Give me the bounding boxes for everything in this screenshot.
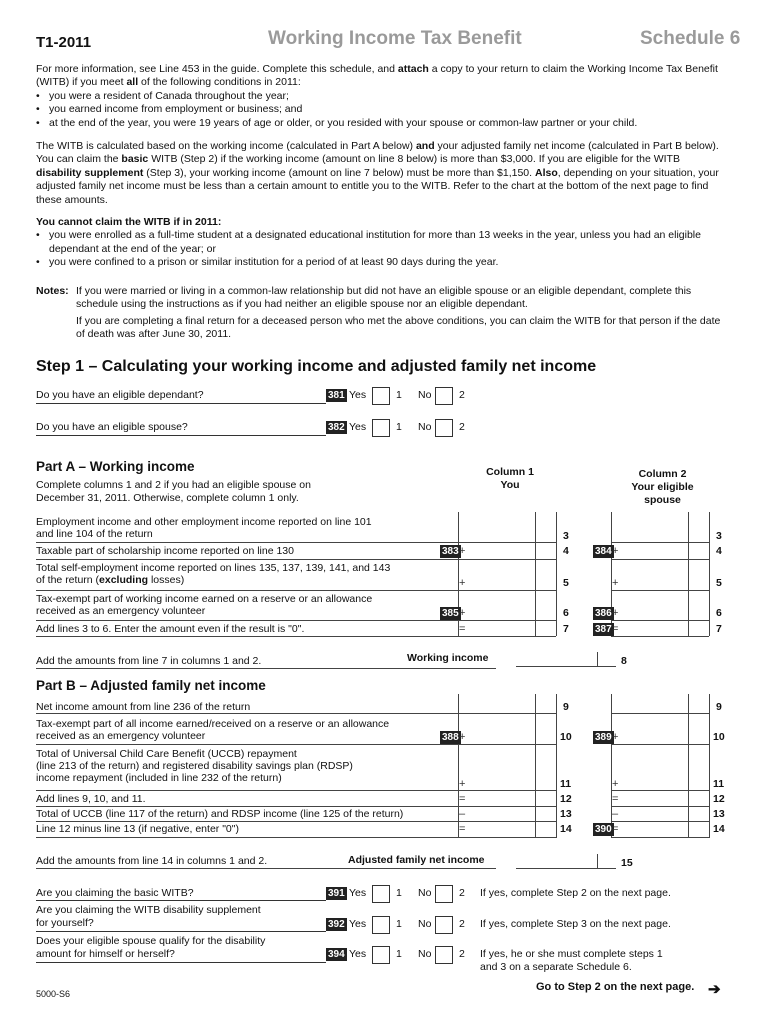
step1-title: Step 1 – Calculating your working income and adjusted family net income <box>36 358 597 375</box>
dependant-no-checkbox[interactable] <box>435 387 453 405</box>
line9-label: Net income amount from line 236 of the return <box>36 701 251 713</box>
line-number: 4 <box>563 545 569 557</box>
plus-sign: + <box>612 577 619 589</box>
line-number: 5 <box>563 577 569 589</box>
divider <box>36 403 326 404</box>
divider <box>36 868 496 869</box>
cannot-claim-section <box>36 216 726 270</box>
divider <box>611 559 709 560</box>
calculation-paragraph: The WITB is calculated based on the working income (calculated in Part A below) and your adjusted family net income (calculated in Part B below). You can claim the basic WITB (Step 2) if the working income (amount on line 8 below) is more than $3,000. If you are eligible for the WITB disability supplement (Step 3), your working income (amount on line 7 below) must be more than $1,150. Also, depending on your situation, your adjusted family net income must be less than a certain amount to entitle you to the WITB. Refer to the chart at the bottom of the next page to find these amounts. <box>36 140 719 206</box>
question-disability-supplement: Are you claiming the WITB disability supplement for yourself? <box>36 904 261 929</box>
col1-right-border <box>556 512 557 636</box>
line6-label: Tax-exempt part of working income earned on a reserve or an allowance received as an emergency volunteer <box>36 593 373 617</box>
line-number: 5 <box>716 577 722 589</box>
note-1: If you were married or living in a common-law relationship but did not have an eligible spouse or an eligible dependant, complete this schedule using the instructions as if you had neither an eligible spouse nor an eligible dependant. <box>76 285 692 311</box>
equals-sign: = <box>612 823 619 835</box>
code-381: 381 <box>328 390 345 401</box>
line5-label: Total self-employment income reported on lines 135, 137, 139, 141, and 143 of the return (excluding losses) <box>36 562 391 586</box>
question-spouse-disability: Does your eligible spouse qualify for the disability amount for himself or herself? <box>36 935 266 960</box>
line-number: 15 <box>621 857 633 869</box>
plus-sign: + <box>612 778 619 790</box>
line-number: 9 <box>563 701 569 713</box>
value-label: 1 <box>396 918 402 930</box>
value-label: 2 <box>459 918 465 930</box>
divider <box>611 790 709 791</box>
line-number: 3 <box>563 530 569 542</box>
value-label: 2 <box>459 887 465 899</box>
line-number: 6 <box>716 607 722 619</box>
code-392: 392 <box>328 919 345 930</box>
line7-label: Add lines 3 to 6. Enter the amount even if the result is "0". <box>36 623 305 635</box>
line-number: 4 <box>716 545 722 557</box>
question-spouse: Do you have an eligible spouse? <box>36 421 188 433</box>
line-number: 13 <box>713 808 725 820</box>
spouse-disability-instruction: If yes, he or she must complete steps 1 and 3 on a separate Schedule 6. <box>480 948 663 973</box>
equals-sign: = <box>612 623 619 635</box>
notes-section <box>36 285 726 342</box>
value-label: 1 <box>396 421 402 433</box>
line-number: 10 <box>713 731 725 743</box>
value-label: 2 <box>459 948 465 960</box>
divider <box>611 542 709 543</box>
minus-sign: – <box>459 808 466 820</box>
line-number: 14 <box>713 823 725 835</box>
line8-label: Add the amounts from line 7 in columns 1 and 2. <box>36 655 262 667</box>
divider <box>36 744 556 745</box>
line15-label: Add the amounts from line 14 in columns 1 and 2. <box>36 855 268 867</box>
code-389: 389 <box>595 732 612 743</box>
no-label: No <box>418 918 432 930</box>
column1-header: Column 1 You <box>486 466 534 491</box>
spouse-yes-checkbox[interactable] <box>372 419 390 437</box>
col2-cents-divider <box>688 512 689 636</box>
no-label: No <box>418 948 432 960</box>
divider <box>611 744 709 745</box>
cents-divider <box>597 854 598 868</box>
divider <box>36 790 556 791</box>
code-391: 391 <box>328 888 345 899</box>
form-code: 5000-S6 <box>36 989 71 999</box>
line-number: 14 <box>560 823 572 835</box>
plus-sign: + <box>459 607 466 619</box>
basic-witb-no-checkbox[interactable] <box>435 885 453 903</box>
divider <box>36 806 556 807</box>
disability-yes-checkbox[interactable] <box>372 916 390 934</box>
line-number: 12 <box>560 793 572 805</box>
disability-instruction: If yes, complete Step 3 on the next page. <box>480 918 671 930</box>
notes-label: Notes: <box>36 285 69 297</box>
dependant-yes-checkbox[interactable] <box>372 387 390 405</box>
line-number: 8 <box>621 655 627 667</box>
divider <box>36 620 556 621</box>
plus-sign: + <box>459 577 466 589</box>
part-b-title: Part B – Adjusted family net income <box>36 678 266 693</box>
no-label: No <box>418 887 432 899</box>
line-number: 3 <box>716 530 722 542</box>
divider <box>611 837 709 838</box>
cents-divider <box>597 652 598 666</box>
line-number: 11 <box>713 778 725 790</box>
divider <box>36 590 556 591</box>
cannot-bullet: • you were confined to a prison or similar institution for a period of at least 90 days during the year. <box>36 256 726 269</box>
line-number: 9 <box>716 701 722 713</box>
question-basic-witb: Are you claiming the basic WITB? <box>36 887 194 899</box>
spouse-disability-no-checkbox[interactable] <box>435 946 453 964</box>
code-394: 394 <box>328 949 345 960</box>
value-label: 1 <box>396 887 402 899</box>
spouse-disability-yes-checkbox[interactable] <box>372 946 390 964</box>
part-a-description: Complete columns 1 and 2 if you had an eligible spouse on December 31, 2011. Otherwise, complete column 1 only. <box>36 479 311 504</box>
equals-sign: = <box>459 823 466 835</box>
working-income-field[interactable] <box>516 666 616 667</box>
yes-label: Yes <box>349 948 367 960</box>
value-label: 2 <box>459 389 465 401</box>
line3-label: Employment income and other employment income reported on line 101 and line 104 of the return <box>36 516 372 540</box>
divider <box>36 931 326 932</box>
divider <box>611 620 709 621</box>
code-386: 386 <box>595 608 612 619</box>
page-title: Working Income Tax Benefit <box>268 28 522 49</box>
arrow-right-icon: ➔ <box>708 981 721 998</box>
line13-label: Total of UCCB (line 117 of the return) and RDSP income (line 125 of the return) <box>36 808 404 820</box>
spouse-no-checkbox[interactable] <box>435 419 453 437</box>
col1-cents-divider <box>535 512 536 636</box>
value-label: 1 <box>396 948 402 960</box>
disability-no-checkbox[interactable] <box>435 916 453 934</box>
condition-bullet: • you earned income from employment or business; and <box>36 103 726 116</box>
line11-label: Total of Universal Child Care Benefit (UCCB) repayment (line 213 of the return) and registered disability savings plan (RDSP) income repayment (included in line 232 of the return) <box>36 748 353 784</box>
yes-label: Yes <box>349 918 367 930</box>
divider <box>611 636 709 637</box>
no-label: No <box>418 389 432 401</box>
note-2: If you are completing a final return for a deceased person who met the above conditions, you can claim the WITB for that person if the date of death was after June 30, 2011. <box>76 314 721 341</box>
divider <box>36 713 556 714</box>
column2-header: Column 2 Your eligible spouse <box>631 468 694 506</box>
condition-bullet: • you were a resident of Canada throughout the year; <box>36 90 726 103</box>
yes-label: Yes <box>349 421 367 433</box>
plus-sign: + <box>459 778 466 790</box>
plus-sign: + <box>612 607 619 619</box>
equals-sign: = <box>459 793 466 805</box>
no-label: No <box>418 421 432 433</box>
value-label: 2 <box>459 421 465 433</box>
divider <box>36 542 556 543</box>
divider <box>611 821 709 822</box>
value-label: 1 <box>396 389 402 401</box>
col2-right-border <box>709 512 710 636</box>
working-income-label: Working income <box>407 652 489 664</box>
divider <box>36 668 496 669</box>
line-number: 12 <box>713 793 725 805</box>
line4-label: Taxable part of scholarship income reported on line 130 <box>36 545 294 557</box>
divider <box>36 435 326 436</box>
col2-right-border <box>709 694 710 838</box>
code-383: 383 <box>442 546 459 557</box>
line12-label: Add lines 9, 10, and 11. <box>36 793 146 805</box>
col2-cents-divider <box>688 694 689 838</box>
condition-bullet: • at the end of the year, you were 19 years of age or older, or you resided with your spouse or common-law partner or your child. <box>36 117 726 130</box>
intro-text <box>36 63 726 130</box>
divider <box>36 962 326 963</box>
plus-sign: + <box>612 545 619 557</box>
adjusted-income-field[interactable] <box>516 868 616 869</box>
schedule-label: Schedule 6 <box>640 28 741 49</box>
adjusted-income-label: Adjusted family net income <box>348 854 485 866</box>
basic-witb-instruction: If yes, complete Step 2 on the next page. <box>480 887 671 899</box>
yes-label: Yes <box>349 887 367 899</box>
divider <box>611 806 709 807</box>
go-to-step2: Go to Step 2 on the next page. <box>536 981 695 993</box>
basic-witb-yes-checkbox[interactable] <box>372 885 390 903</box>
code-385: 385 <box>442 608 459 619</box>
divider <box>36 837 556 838</box>
divider <box>36 821 556 822</box>
divider <box>611 590 709 591</box>
line-number: 13 <box>560 808 572 820</box>
intro-paragraph: For more information, see Line 453 in the guide. Complete this schedule, and attach a copy to your return to claim the Working Income Tax Benefit (WITB) if you meet all of the following conditions in 2011: <box>36 63 718 89</box>
yes-label: Yes <box>349 389 367 401</box>
col1-right-border <box>556 694 557 838</box>
minus-sign: – <box>612 808 619 820</box>
equals-sign: = <box>459 623 466 635</box>
part-a-title: Part A – Working income <box>36 459 195 474</box>
divider <box>36 559 556 560</box>
line14-label: Line 12 minus line 13 (if negative, enter "0") <box>36 823 239 835</box>
divider <box>36 900 326 901</box>
col1-cents-divider <box>535 694 536 838</box>
code-382: 382 <box>328 422 345 433</box>
line-number: 11 <box>560 778 572 790</box>
plus-sign: + <box>459 731 466 743</box>
form-id: T1-2011 <box>36 34 92 51</box>
line-number: 7 <box>716 623 722 635</box>
question-dependant: Do you have an eligible dependant? <box>36 389 204 401</box>
plus-sign: + <box>459 545 466 557</box>
line-number: 7 <box>563 623 569 635</box>
line-number: 6 <box>563 607 569 619</box>
equals-sign: = <box>612 793 619 805</box>
cannot-claim-heading: You cannot claim the WITB if in 2011: <box>36 216 222 228</box>
code-390: 390 <box>595 824 612 835</box>
line-number: 10 <box>560 731 572 743</box>
divider <box>36 636 556 637</box>
line10-label: Tax-exempt part of all income earned/received on a reserve or an allowance received as an emergency volunteer <box>36 718 390 742</box>
code-384: 384 <box>595 546 612 557</box>
divider <box>611 713 709 714</box>
cannot-bullet: • you were enrolled as a full-time student at a designated educational institution for more than 13 weeks in the year, unless you had an eligible dependant at the end of the year; or <box>36 229 726 256</box>
code-388: 388 <box>442 732 459 743</box>
plus-sign: + <box>612 731 619 743</box>
code-387: 387 <box>595 624 612 635</box>
